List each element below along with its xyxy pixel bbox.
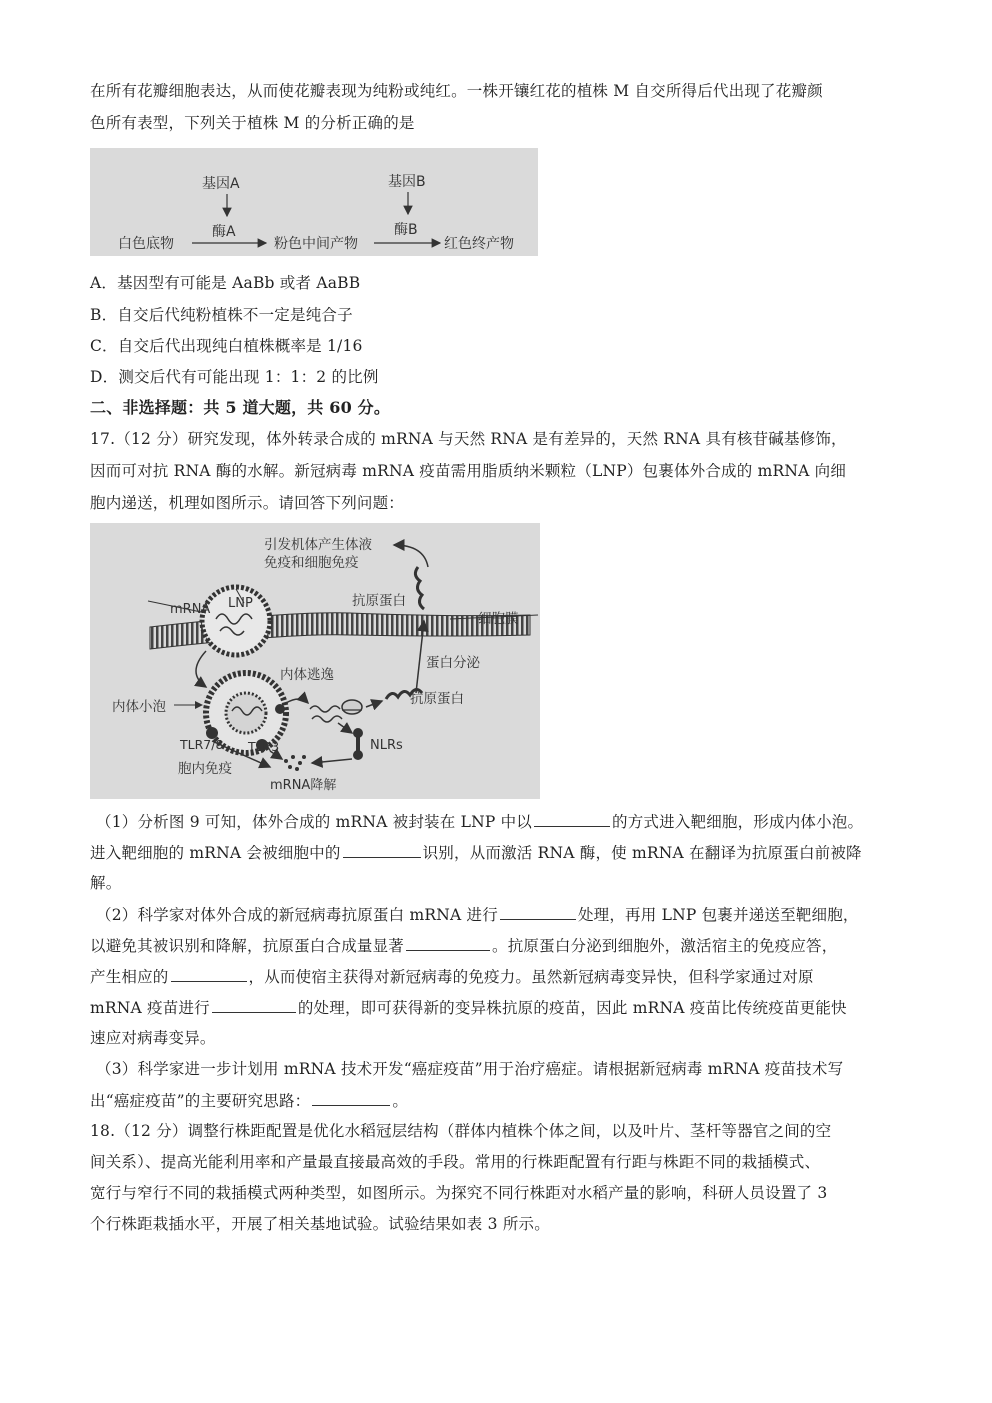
- q17-part2-line-1: （2）科学家对体外合成的新冠病毒抗原蛋白 mRNA 进行 处理，再用 LNP 包裹并递送至靶细胞，: [96, 903, 911, 926]
- tlr78-label: TLR7/8: [180, 737, 224, 752]
- lnp-label: LNP: [228, 596, 253, 611]
- answer-blank-2[interactable]: [343, 841, 421, 858]
- nlrs-label: NLRs: [370, 738, 403, 753]
- q17-part2-line-2: 以避免其被识别和降解，抗原蛋白合成量显著 。抗原蛋白分泌到细胞外，激活宿主的免疫应答，: [90, 934, 905, 957]
- question-17-line-1: 17.（12 分）研究发现，体外转录合成的 mRNA 与天然 RNA 是有差异的，天然 RNA 具有核苷碱基修饰，: [90, 430, 847, 448]
- q17-part2-line-5: 速应对病毒变异。: [90, 1029, 216, 1047]
- option-c: C．自交后代出现纯白植株概率是 1/16: [90, 337, 363, 355]
- question-18-line-1: 18.（12 分）调整行株距配置是优化水稻冠层结构（群体内植株个体之间，以及叶片、茎杆等器官之间的空: [90, 1122, 832, 1140]
- pink-intermediate-label: 粉色中间产物: [274, 236, 358, 252]
- arrow-immune-response: [394, 545, 428, 567]
- enzyme-a-label: 酶A: [212, 224, 236, 240]
- intracellular-immunity-label: 胞内免疫: [178, 761, 232, 777]
- answer-blank-7[interactable]: [312, 1089, 390, 1106]
- question-18-line-3: 宽行与窄行不同的栽插模式两种类型，如图所示。为探究不同行株距对水稻产量的影响，科研人员设置了 3: [90, 1184, 828, 1202]
- antigen-protein-top-label: 抗原蛋白: [352, 593, 406, 609]
- mrna-label: mRNA: [170, 602, 211, 617]
- gene-a-label: 基因A: [202, 176, 240, 192]
- q17-part1-line-2: 进入靶细胞的 mRNA 会被细胞中的 识别，从而激活 RNA 酶，使 mRNA 在翻译为抗原蛋白前被降: [90, 841, 905, 864]
- mrna-degradation-label: mRNA降解: [270, 778, 337, 793]
- question-18-line-2: 间关系）、提高光能利用率和产量最直接最高效的手段。常用的行株距配置有行距与株距不同的栽插模式、: [90, 1153, 821, 1171]
- red-product-label: 红色终产物: [444, 236, 514, 252]
- immune-response-label-2: 免疫和细胞免疫: [264, 555, 359, 571]
- arrow-endocytosis: [196, 651, 206, 687]
- antigen-protein-mid-label: 抗原蛋白: [410, 691, 464, 707]
- answer-blank-3[interactable]: [500, 903, 576, 920]
- ribosome-icon: [342, 700, 362, 714]
- q17-part3-line-2: 出“癌症疫苗”的主要研究思路： 。: [90, 1089, 905, 1112]
- q17-part1-line-3: 解。: [90, 874, 122, 892]
- question-17-line-2: 因而可对抗 RNA 酶的水解。新冠病毒 mRNA 疫苗需用脂质纳米颗粒（LNP）包裹体外合成的 mRNA 向细: [90, 462, 847, 480]
- question-17-line-3: 胞内递送，机理如图所示。请回答下列问题：: [90, 494, 405, 512]
- question-16-text-line-1: 在所有花瓣细胞表达，从而使花瓣表现为纯粉或纯红。一株开镶红花的植株 M 自交所得后代出现了花瓣颜: [90, 82, 823, 100]
- option-b: B．自交后代纯粉植株不一定是纯合子: [90, 306, 353, 324]
- endosome-vesicle-label: 内体小泡: [112, 699, 166, 715]
- q17-part2-line-4: mRNA 疫苗进行 的处理，即可获得新的变异株抗原的疫苗，因此 mRNA 疫苗比传统疫苗更能快: [90, 996, 905, 1019]
- question-16-text-line-2: 色所有表型，下列关于植株 M 的分析正确的是: [90, 114, 415, 132]
- q17-part2-line-3: 产生相应的 ，从而使宿主获得对新冠病毒的免疫力。虽然新冠病毒变异快，但科学家通过对原: [90, 965, 905, 988]
- answer-blank-5[interactable]: [171, 965, 247, 982]
- tlr3-label: TLR3: [248, 739, 280, 754]
- option-d: D．测交后代有可能出现 1：1：2 的比例: [90, 368, 379, 386]
- antigen-protein-top-icon: [415, 567, 424, 609]
- pathway-figure: [90, 148, 538, 256]
- answer-blank-6[interactable]: [212, 996, 296, 1013]
- white-substrate-label: 白色底物: [118, 236, 174, 252]
- q17-part3-line-1: （3）科学家进一步计划用 mRNA 技术开发“癌症疫苗”用于治疗癌症。请根据新冠病毒 mRNA 疫苗技术写: [96, 1060, 844, 1078]
- protein-secretion-label: 蛋白分泌: [426, 655, 480, 671]
- enzyme-b-label: 酶B: [394, 222, 418, 238]
- section-heading: 二、非选择题：共 5 道大题，共 60 分。: [90, 398, 391, 417]
- answer-blank-4[interactable]: [406, 934, 490, 951]
- arrow-endosome-escape: [286, 699, 308, 703]
- question-18-line-4: 个行株距栽插水平，开展了相关基地试验。试验结果如表 3 所示。: [90, 1215, 550, 1233]
- escaped-mrna: [310, 706, 340, 712]
- gene-b-label: 基因B: [388, 174, 426, 190]
- endosome-escape-label: 内体逃逸: [280, 667, 334, 683]
- answer-blank-1[interactable]: [534, 810, 610, 827]
- immune-response-label-1: 引发机体产生体液: [264, 537, 372, 553]
- cell-membrane-label: 细胞膜: [478, 611, 519, 627]
- degraded-mrna-fragments: [284, 755, 306, 771]
- option-a: A．基因型有可能是 AaBb 或者 AaBB: [90, 274, 361, 292]
- q17-part1-line-1: （1）分析图 9 可知，体外合成的 mRNA 被封装在 LNP 中以 的方式进入靶细胞，形成内体小泡。: [96, 810, 911, 833]
- mrna-vaccine-mechanism-figure: [90, 523, 540, 799]
